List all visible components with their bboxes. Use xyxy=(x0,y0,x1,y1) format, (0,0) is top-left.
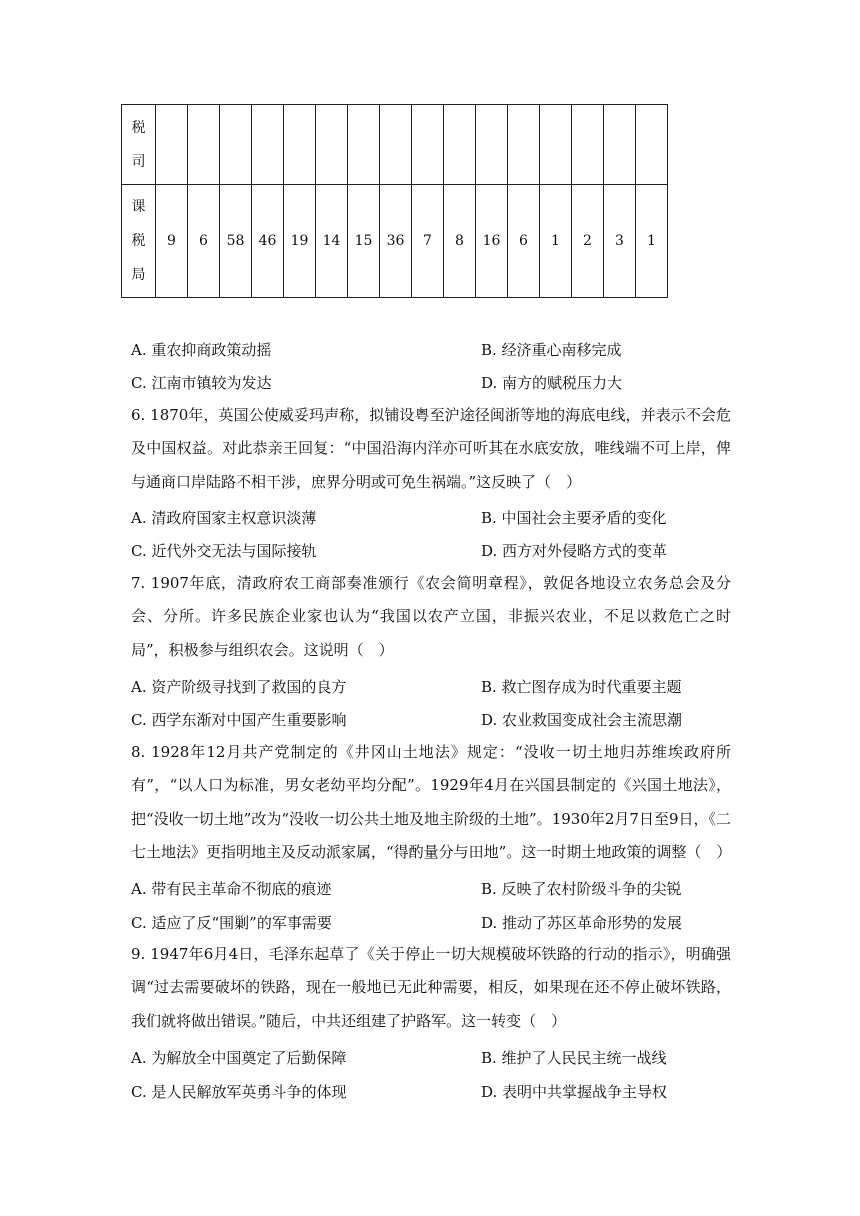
row-header-char: 局 xyxy=(131,267,146,283)
q7-option-c: C. 西学东渐对中国产生重要影响 xyxy=(131,711,347,729)
q9-option-a: A. 为解放全中国奠定了后勤保障 xyxy=(131,1049,347,1067)
q7-option-d: D. 农业救国变成社会主流思潮 xyxy=(481,711,683,729)
q5-option-b: B. 经济重心南移完成 xyxy=(481,341,622,359)
q8-option-b: B. 反映了农村阶级斗争的尖锐 xyxy=(481,880,682,898)
table-cell xyxy=(316,105,348,185)
table-cell xyxy=(572,105,604,185)
table-cell xyxy=(348,105,380,185)
table-cell: 6 xyxy=(188,185,220,298)
table-cell: 19 xyxy=(284,185,316,298)
row-header-cell xyxy=(122,185,156,298)
table-cell xyxy=(636,105,668,185)
table-cell xyxy=(188,105,220,185)
table-cell xyxy=(156,105,188,185)
table-cell: 36 xyxy=(380,185,412,298)
table-row xyxy=(122,105,668,185)
table-cell xyxy=(604,105,636,185)
q6-option-c: C. 近代外交无法与国际接轨 xyxy=(131,542,317,560)
table-cell xyxy=(444,105,476,185)
q8-option-c: C. 适应了反“围剿”的军事需要 xyxy=(131,914,332,932)
table-cell: 1 xyxy=(540,185,572,298)
q9-option-b: B. 维护了人民民主统一战线 xyxy=(481,1049,667,1067)
table-cell xyxy=(252,105,284,185)
row-header-char: 税 xyxy=(131,233,146,249)
row-header-char: 司 xyxy=(131,153,146,170)
q7-option-a: A. 资产阶级寻找到了救国的良方 xyxy=(131,678,347,696)
table-cell: 7 xyxy=(412,185,444,298)
table-cell: 46 xyxy=(252,185,284,298)
row-header-char: 课 xyxy=(131,199,146,215)
table-cell xyxy=(284,105,316,185)
row-header-cell xyxy=(122,105,156,185)
q7-stem: 7. 1907年底，清政府农工商部奏准颁行《农会简明章程》，敦促各地设立农务总会及分会、分所。许多民族企业家也认为“我国以农产立国，非振兴农业，不足以救危亡之时局”，积极参与组织农会。这说明（ ） xyxy=(131,574,731,659)
q8-stem: 8. 1928年12月共产党制定的《井冈山土地法》规定：“没收一切土地归苏维埃政府所有”，“以人口为标准，男女老幼平均分配”。1929年4月在兴国县制定的《兴国土地法》，把“没收一切土地”改为“没收一切公共土地及地主阶级的土地”。1930年2月7日至9日，《二七土地法》更指明地主及反动派家属，“得酌量分与田地”。这一时期土地政策的调整（ ） xyxy=(131,743,732,862)
q6-option-b: B. 中国社会主要矛盾的变化 xyxy=(481,509,667,527)
table-cell xyxy=(508,105,540,185)
table-cell: 14 xyxy=(316,185,348,298)
table-cell: 6 xyxy=(508,185,540,298)
table-row xyxy=(122,185,668,298)
q6-stem: 6. 1870年，英国公使威妥玛声称，拟铺设粤至沪途径闽浙等地的海底电线，并表示不会危及中国权益。对此恭亲王回复：“中国沿海内洋亦可听其在水底安放，唯线端不可上岸，俾与通商口岸陆路不相干涉，庶界分明或可免生祸端。”这反映了（ ） xyxy=(131,406,731,491)
tax-table xyxy=(121,104,668,298)
q5-option-a: A. 重农抑商政策动摇 xyxy=(131,341,272,359)
table-cell: 58 xyxy=(220,185,252,298)
table-cell: 8 xyxy=(444,185,476,298)
table-cell: 15 xyxy=(348,185,380,298)
q9-stem: 9. 1947年6月4日，毛泽东起草了《关于停止一切大规模破坏铁路的行动的指示》，明确强调“过去需要破坏的铁路，现在一般地已无此种需要，相反，如果现在还不停止破坏铁路，我们就将做出错误。”随后，中共还组建了护路军。这一转变（ ） xyxy=(131,945,731,1030)
q5-option-d: D. 南方的赋税压力大 xyxy=(481,374,623,392)
table-cell: 1 xyxy=(636,185,668,298)
table-cell xyxy=(540,105,572,185)
q8-option-a: A. 带有民主革命不彻底的痕迹 xyxy=(131,880,332,898)
q6-option-a: A. 清政府国家主权意识淡薄 xyxy=(131,509,317,527)
q9-option-d: D. 表明中共掌握战争主导权 xyxy=(481,1083,668,1101)
table-cell: 16 xyxy=(476,185,508,298)
q5-option-c: C. 江南市镇较为发达 xyxy=(131,374,272,392)
table-cell xyxy=(476,105,508,185)
table-cell xyxy=(412,105,444,185)
table-cell xyxy=(380,105,412,185)
q6-option-d: D. 西方对外侵略方式的变革 xyxy=(481,542,668,560)
q7-option-b: B. 救亡图存成为时代重要主题 xyxy=(481,678,682,696)
q9-option-c: C. 是人民解放军英勇斗争的体现 xyxy=(131,1083,347,1101)
row-header-char: 税 xyxy=(131,119,146,136)
table-cell: 2 xyxy=(572,185,604,298)
table-cell: 9 xyxy=(156,185,188,298)
q8-option-d: D. 推动了苏区革命形势的发展 xyxy=(481,914,683,932)
table-cell xyxy=(220,105,252,185)
table-cell: 3 xyxy=(604,185,636,298)
